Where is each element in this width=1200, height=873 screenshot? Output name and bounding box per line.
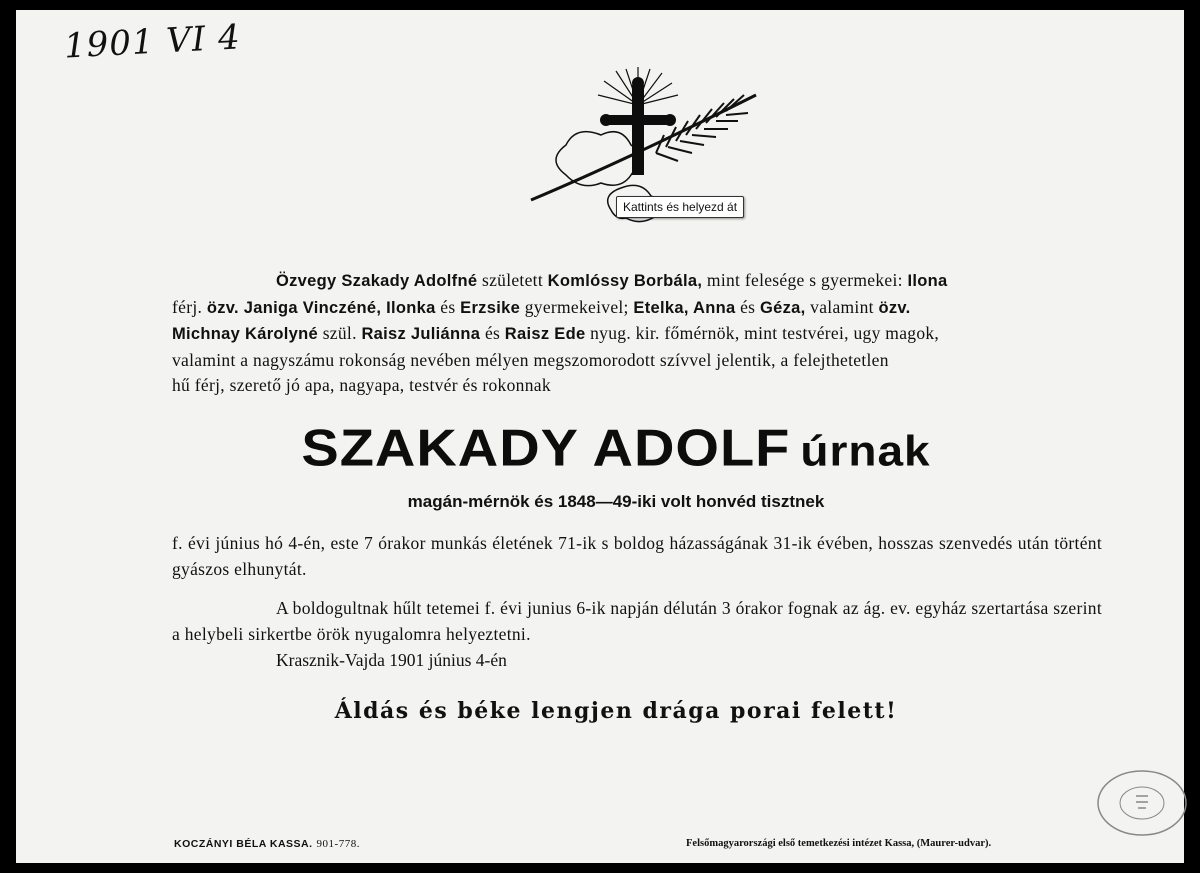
- funeral-home-credit: Felsőmagyarországi első temetkezési intézet Kassa, (Maurer-udvar).: [686, 838, 992, 849]
- blessing: Áldás és béke lengjen drága porai felett!: [334, 698, 898, 724]
- obituary-sheet: [16, 10, 1184, 863]
- announcement-paragraph: Özvegy Szakady Adolfné született Komlóssy Borbála, mint felesége s gyermekei: Ilona férj. özv. Janiga Vinczéné, Ilonka és Erzsike gyermekeivel; Etelka, Anna és Géza, valamint özv. Michnay Károlyné szül. Raisz Juliánna és Raisz Ede nyug. kir. főmérnök, mint testvérei, ugy magok, valamint a nagyszámu rokonság nevében mélyen megszomorodott szívvel jelentik, a felejthetetlen hű férj, szerető jó apa, nagyapa, testvér és rokonnak: [172, 270, 948, 395]
- funeral-details: A boldogultnak hűlt tetemei f. évi junius 6-ik napján délután 3 órakor fognak az ág. ev. egyház szertartása szerint a helybeli sirkertbe örök nyugalomra helyeztetni.: [172, 598, 1102, 644]
- deceased-rank: magán-mérnök és 1848—49-iki volt honvéd tisztnek: [407, 492, 825, 511]
- printer-credit: KOCZÁNYI BÉLA KASSA. 901-778.: [174, 838, 360, 850]
- deceased-name: SZAKADY ADOLF úrnak: [301, 418, 931, 477]
- drag-tooltip[interactable]: Kattints és helyezd át: [616, 196, 744, 218]
- death-details: f. évi június hó 4-én, este 7 órakor munkás életének 71-ik s boldog házasságának 31-ik évében, hosszas szenvedés után történt gyászos elhunytát.: [172, 533, 1102, 579]
- handwritten-date: 1901 VI 4: [63, 17, 242, 67]
- place-date: Krasznik-Vajda 1901 június 4-én: [276, 650, 507, 670]
- library-stamp: [1094, 768, 1190, 838]
